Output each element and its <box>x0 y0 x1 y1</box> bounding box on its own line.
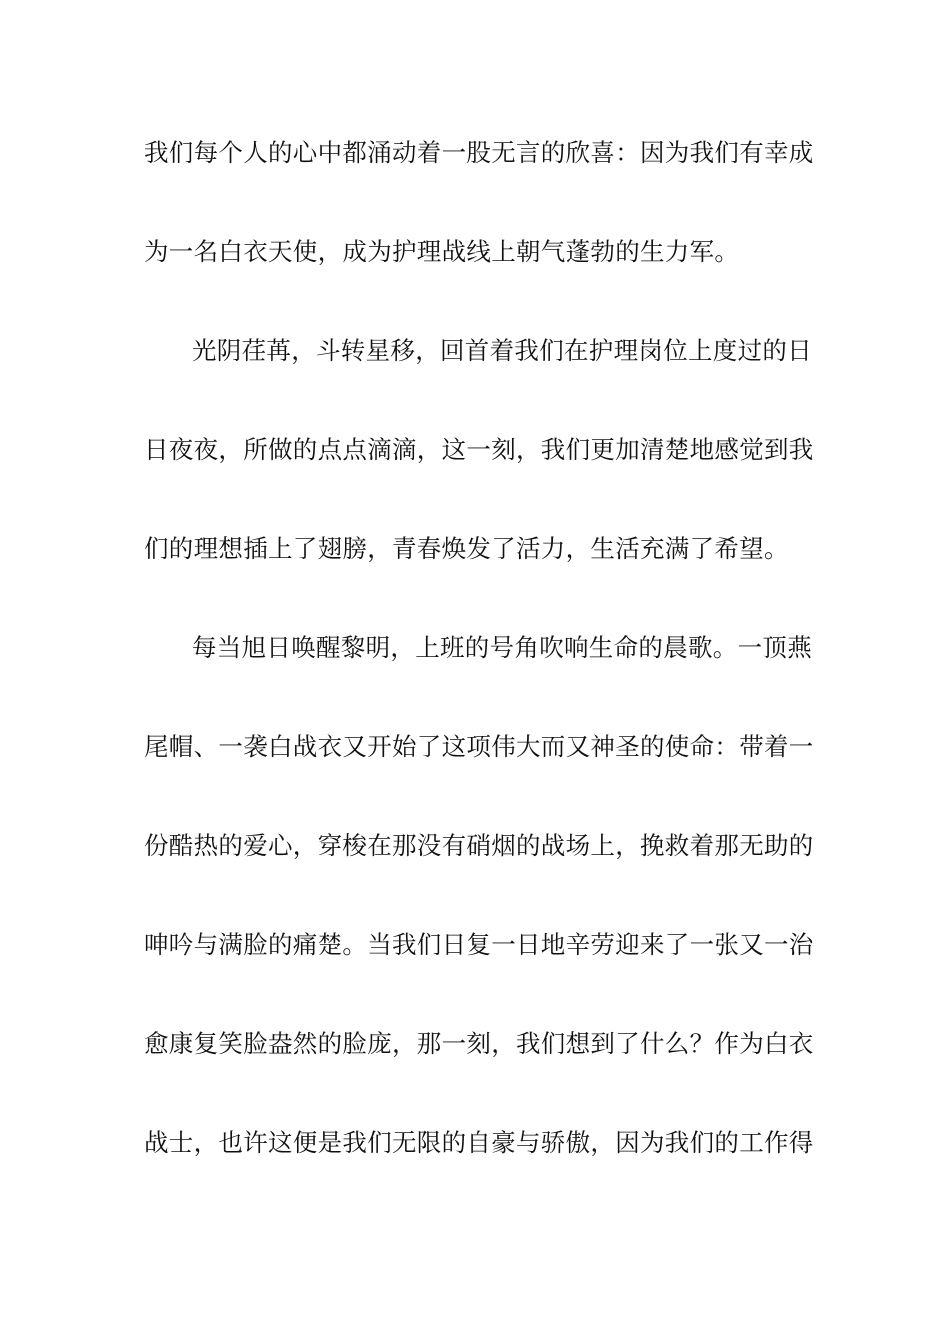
paragraph-start-line: 光阴荏苒，斗转星移，回首着我们在护理岗位上度过的日 <box>192 336 812 365</box>
body-text <box>144 130 814 1219</box>
text-line: 愈康复笑脸盎然的脸庞，那一刻，我们想到了什么？作为白衣 <box>144 1029 814 1058</box>
text-line: 战士，也许这便是我们无限的自豪与骄傲，因为我们的工作得 <box>144 1128 814 1157</box>
text-line: 份酷热的爱心，穿梭在那没有硝烟的战场上，挽救着那无助的 <box>144 831 814 860</box>
text-line: 我们每个人的心中都涌动着一股无言的欣喜：因为我们有幸成 <box>144 138 814 167</box>
text-line: 为一名白衣天使，成为护理战线上朝气蓬勃的生力军。 <box>144 237 740 266</box>
text-line: 日夜夜，所做的点点滴滴，这一刻，我们更加清楚地感觉到我 <box>144 435 814 464</box>
text-line: 们的理想插上了翅膀，青春焕发了活力，生活充满了希望。 <box>144 534 789 563</box>
text-line: 呻吟与满脸的痛楚。当我们日复一日地辛劳迎来了一张又一治 <box>144 930 814 959</box>
text-line: 尾帽、一袭白战衣又开始了这项伟大而又神圣的使命：带着一 <box>144 732 814 761</box>
paragraph-start-line: 每当旭日唤醒黎明，上班的号角吹响生命的晨歌。一顶燕 <box>192 633 812 662</box>
